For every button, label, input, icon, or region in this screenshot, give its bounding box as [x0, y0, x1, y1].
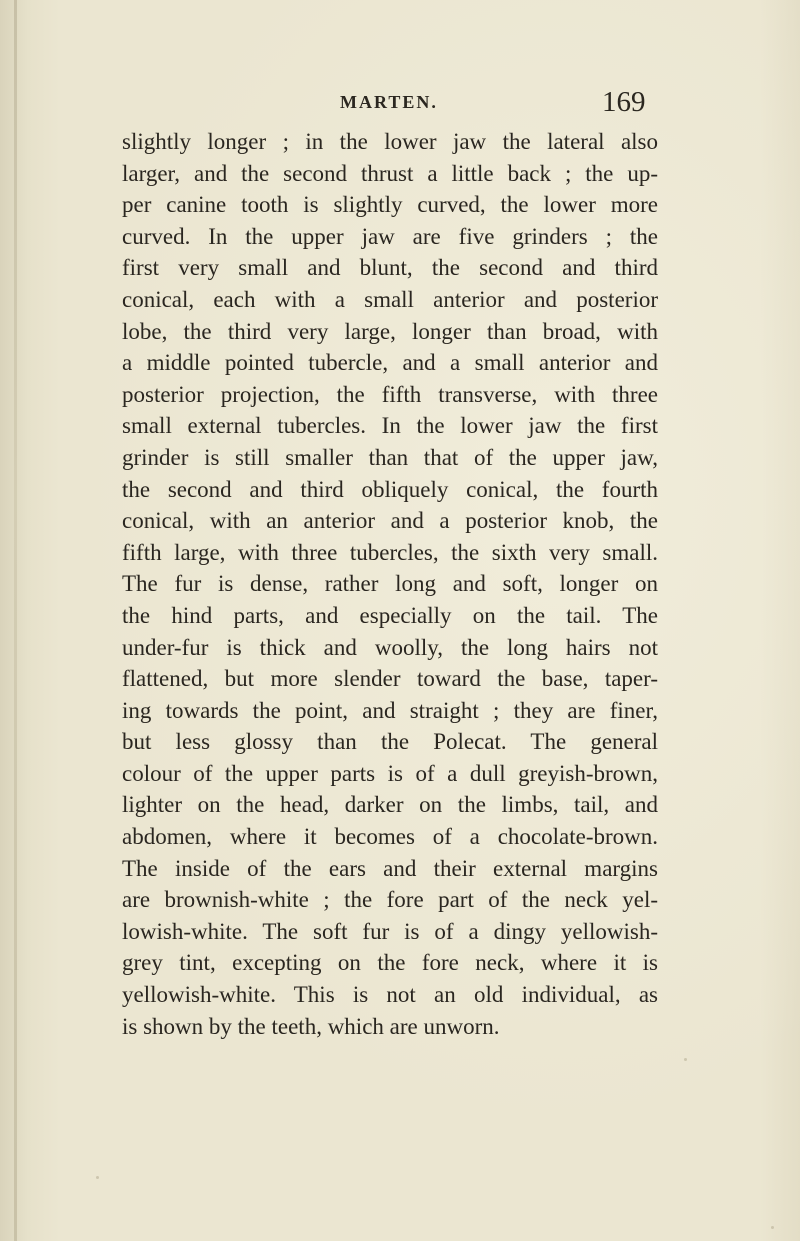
text-line: lobe, the third very large, longer than broad, with [122, 318, 658, 344]
text-line: per canine tooth is slightly curved, the lower more [122, 192, 658, 218]
paper-speck [684, 1058, 687, 1061]
text-line: abdomen, where it becomes of a chocolate-brown. [122, 824, 658, 850]
text-line: larger, and the second thrust a little back ; the up- [122, 160, 658, 186]
text-line: lowish-white. The soft fur is of a dingy yellowish- [122, 918, 658, 944]
text-line: flattened, but more slender toward the base, taper- [122, 666, 658, 692]
text-line: first very small and blunt, the second and third [122, 255, 658, 281]
running-head: MARTEN. [340, 92, 438, 112]
text-line: the hind parts, and especially on the tail. The [122, 602, 658, 628]
text-line: ing towards the point, and straight ; they are finer, [122, 697, 658, 723]
body-paragraph [122, 126, 658, 1042]
text-line: colour of the upper parts is of a dull greyish-brown, [122, 760, 658, 786]
text-line: slightly longer ; in the lower jaw the lateral also [122, 129, 658, 154]
text-line: curved. In the upper jaw are five grinders ; the [122, 223, 658, 249]
text-line: The inside of the ears and their external margins [122, 855, 658, 881]
text-line: are brownish-white ; the fore part of the neck yel- [122, 887, 658, 913]
text-line: under-fur is thick and woolly, the long hairs not [122, 634, 658, 660]
page-header [340, 86, 660, 126]
text-line: fifth large, with three tubercles, the sixth very small. [122, 539, 658, 565]
text-line: is shown by the teeth, which are unworn. [122, 1013, 500, 1039]
text-line: conical, each with a small anterior and posterior [122, 286, 658, 312]
text-line: a middle pointed tubercle, and a small anterior and [122, 350, 658, 376]
text-line: The fur is dense, rather long and soft, longer on [122, 571, 658, 597]
text-line: but less glossy than the Polecat. The general [122, 729, 658, 755]
paper-speck [96, 1176, 99, 1179]
text-line: grinder is still smaller than that of the upper jaw, [122, 444, 658, 470]
text-line: posterior projection, the fifth transverse, with three [122, 381, 658, 407]
paper-speck [771, 1226, 774, 1229]
page-number: 169 [602, 86, 646, 118]
text-line: conical, with an anterior and a posterior knob, the [122, 508, 658, 534]
text-line: yellowish-white. This is not an old individual, as [122, 982, 658, 1008]
text-line: lighter on the head, darker on the limbs, tail, and [122, 792, 658, 818]
binding-gutter [14, 0, 17, 1241]
text-line: small external tubercles. In the lower jaw the first [122, 413, 658, 439]
text-line: grey tint, excepting on the fore neck, where it is [122, 950, 658, 976]
text-line: the second and third obliquely conical, the fourth [122, 476, 658, 502]
